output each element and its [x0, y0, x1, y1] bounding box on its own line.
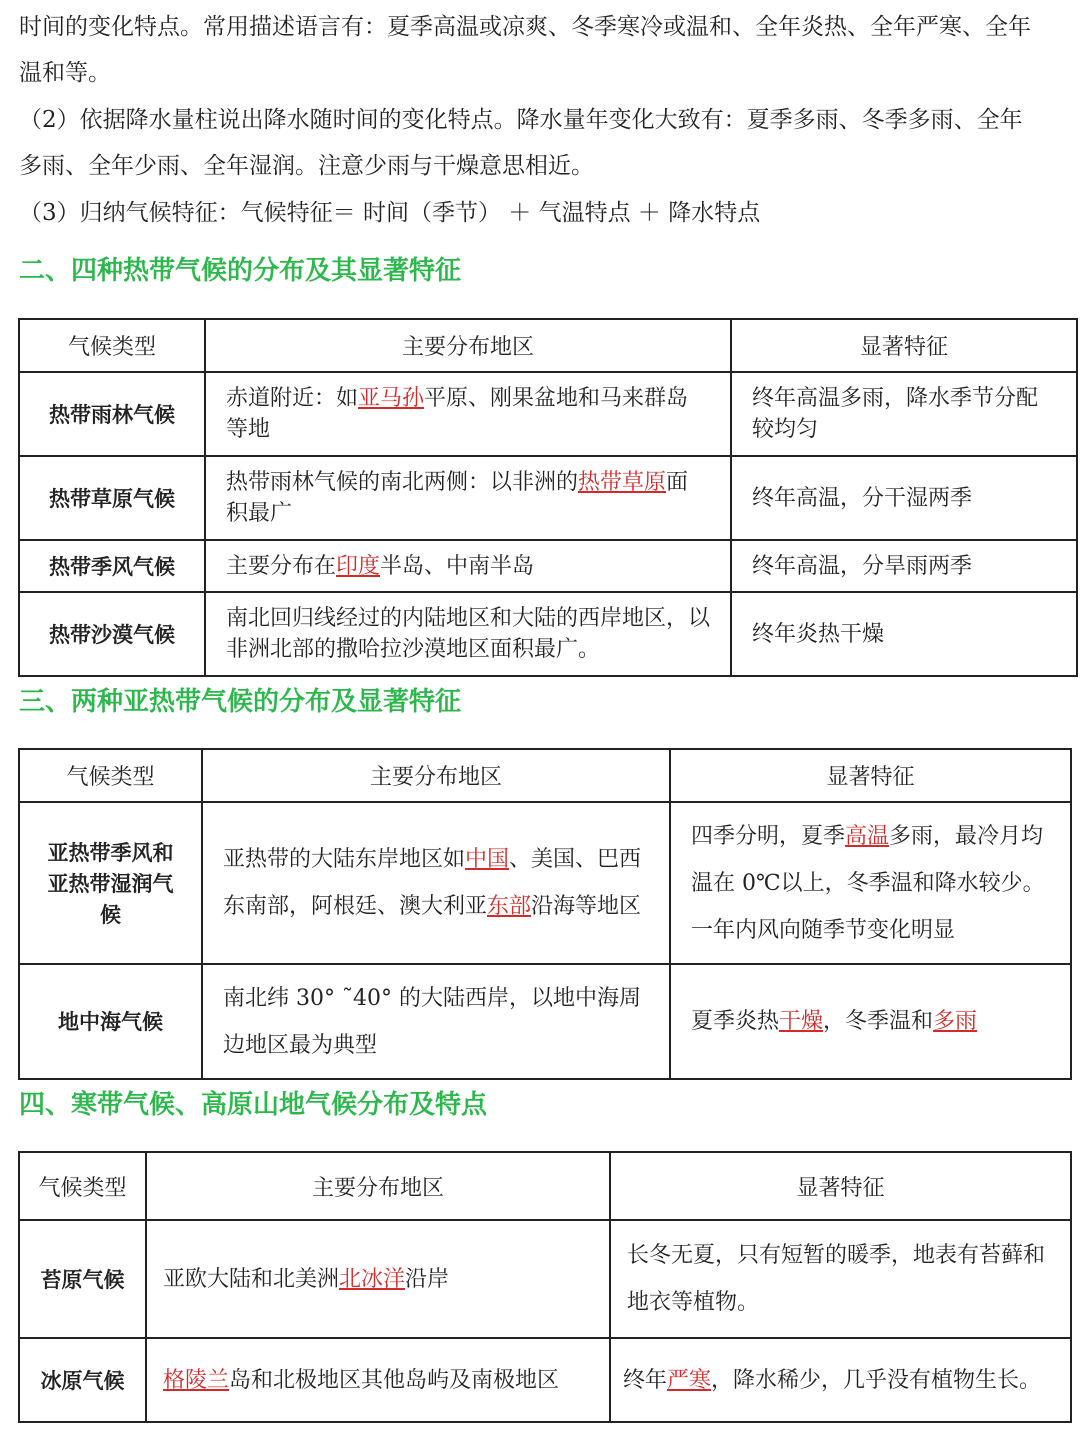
header-cell: 气候类型 [19, 319, 205, 372]
table-row [19, 592, 1077, 676]
distribution-cell: 格陵兰岛和北极地区其他岛屿及南极地区 [146, 1338, 610, 1422]
distribution-cell: 南北纬 30° ˜40° 的大陆西岸，以地中海周边地区最为典型 [202, 964, 670, 1079]
section-heading-cold-highland: 四、寒带气候、高原山地气候分布及特点 [19, 1090, 488, 1120]
table-header-row [19, 749, 1071, 802]
table-header-row [19, 1152, 1071, 1220]
highlight-term: 多雨 [933, 1009, 978, 1034]
highlight-term: 热带草原 [578, 470, 667, 495]
distribution-cell: 亚欧大陆和北美洲北冰洋沿岸 [146, 1220, 610, 1338]
cold-climate-table [18, 1151, 1072, 1423]
table-row [19, 1220, 1071, 1338]
header-cell: 主要分布地区 [205, 319, 731, 372]
intro-line: （2）依据降水量柱说出降水随时间的变化特点。降水量年变化大致有：夏季多雨、冬季多雨、全年 [19, 107, 1023, 133]
climate-type-cell: 热带沙漠气候 [19, 592, 205, 676]
intro-line: （3）归纳气候特征：气候特征＝ 时间（季节） ＋ 气温特点 ＋ 降水特点 [19, 200, 761, 226]
climate-type-cell: 地中海气候 [19, 964, 202, 1079]
intro-line: 温和等。 [19, 60, 111, 86]
header-cell: 气候类型 [19, 749, 202, 802]
header-cell: 显著特征 [731, 319, 1077, 372]
header-cell: 主要分布地区 [146, 1152, 610, 1220]
climate-type-cell: 热带季风气候 [19, 540, 205, 592]
feature-cell: 终年高温，分干湿两季 [731, 456, 1077, 540]
intro-paragraph-2 [19, 97, 1069, 189]
highlight-term: 印度 [336, 553, 381, 579]
highlight-term: 北冰洋 [339, 1266, 406, 1292]
distribution-cell: 亚热带的大陆东岸地区如中国、美国、巴西东南部，阿根廷、澳大利亚东部沿海等地区 [202, 802, 670, 964]
header-cell: 显著特征 [670, 749, 1071, 802]
intro-line: 多雨、全年少雨、全年湿润。注意少雨与干燥意思相近。 [19, 153, 594, 179]
feature-cell: 长冬无夏，只有短暂的暖季，地表有苔藓和地衣等植物。 [610, 1220, 1071, 1338]
highlight-term: 亚马孙 [358, 386, 425, 411]
table-row [19, 964, 1071, 1079]
climate-type-cell: 苔原气候 [19, 1220, 146, 1338]
climate-type-cell: 亚热带季风和亚热带湿润气候 [19, 802, 202, 964]
highlight-term: 东部 [487, 894, 532, 919]
highlight-term: 中国 [465, 847, 510, 872]
table-row [19, 372, 1077, 456]
feature-cell: 终年严寒，降水稀少，几乎没有植物生长。 [610, 1338, 1071, 1422]
section-heading-subtropical: 三、两种亚热带气候的分布及显著特征 [19, 687, 462, 717]
climate-type-cell: 冰原气候 [19, 1338, 146, 1422]
distribution-cell: 主要分布在印度半岛、中南半岛 [205, 540, 731, 592]
table-row [19, 540, 1077, 592]
table-row [19, 1338, 1071, 1422]
distribution-cell: 赤道附近：如亚马孙平原、刚果盆地和马来群岛等地 [205, 372, 731, 456]
feature-cell: 夏季炎热干燥，冬季温和多雨 [670, 964, 1071, 1079]
highlight-term: 严寒 [667, 1367, 712, 1393]
header-cell: 显著特征 [610, 1152, 1071, 1220]
distribution-cell: 南北回归线经过的内陆地区和大陆的西岸地区，以非洲北部的撒哈拉沙漠地区面积最广。 [205, 592, 731, 676]
table-header-row [19, 319, 1077, 372]
table-row [19, 802, 1071, 964]
feature-cell: 四季分明，夏季高温多雨，最冷月均温在 0℃以上，冬季温和降水较少。一年内风向随季节变化明显 [670, 802, 1071, 964]
tropical-climate-table [18, 318, 1078, 677]
climate-type-cell: 热带雨林气候 [19, 372, 205, 456]
intro-paragraph-1 [19, 4, 1069, 96]
intro-paragraph-3 [19, 190, 1069, 236]
subtropical-climate-table [18, 748, 1072, 1080]
section-heading-tropical: 二、四种热带气候的分布及其显著特征 [19, 256, 462, 286]
highlight-term: 高温 [845, 823, 890, 849]
header-cell: 气候类型 [19, 1152, 146, 1220]
header-cell: 主要分布地区 [202, 749, 670, 802]
highlight-term: 干燥 [779, 1009, 824, 1034]
distribution-cell: 热带雨林气候的南北两侧：以非洲的热带草原面积最广 [205, 456, 731, 540]
feature-cell: 终年高温多雨，降水季节分配较均匀 [731, 372, 1077, 456]
feature-cell: 终年高温，分旱雨两季 [731, 540, 1077, 592]
highlight-term: 格陵兰 [163, 1367, 230, 1393]
climate-type-cell: 热带草原气候 [19, 456, 205, 540]
intro-line: 时间的变化特点。常用描述语言有：夏季高温或凉爽、冬季寒冷或温和、全年炎热、全年严寒、全年 [19, 14, 1031, 40]
feature-cell: 终年炎热干燥 [731, 592, 1077, 676]
table-row [19, 456, 1077, 540]
